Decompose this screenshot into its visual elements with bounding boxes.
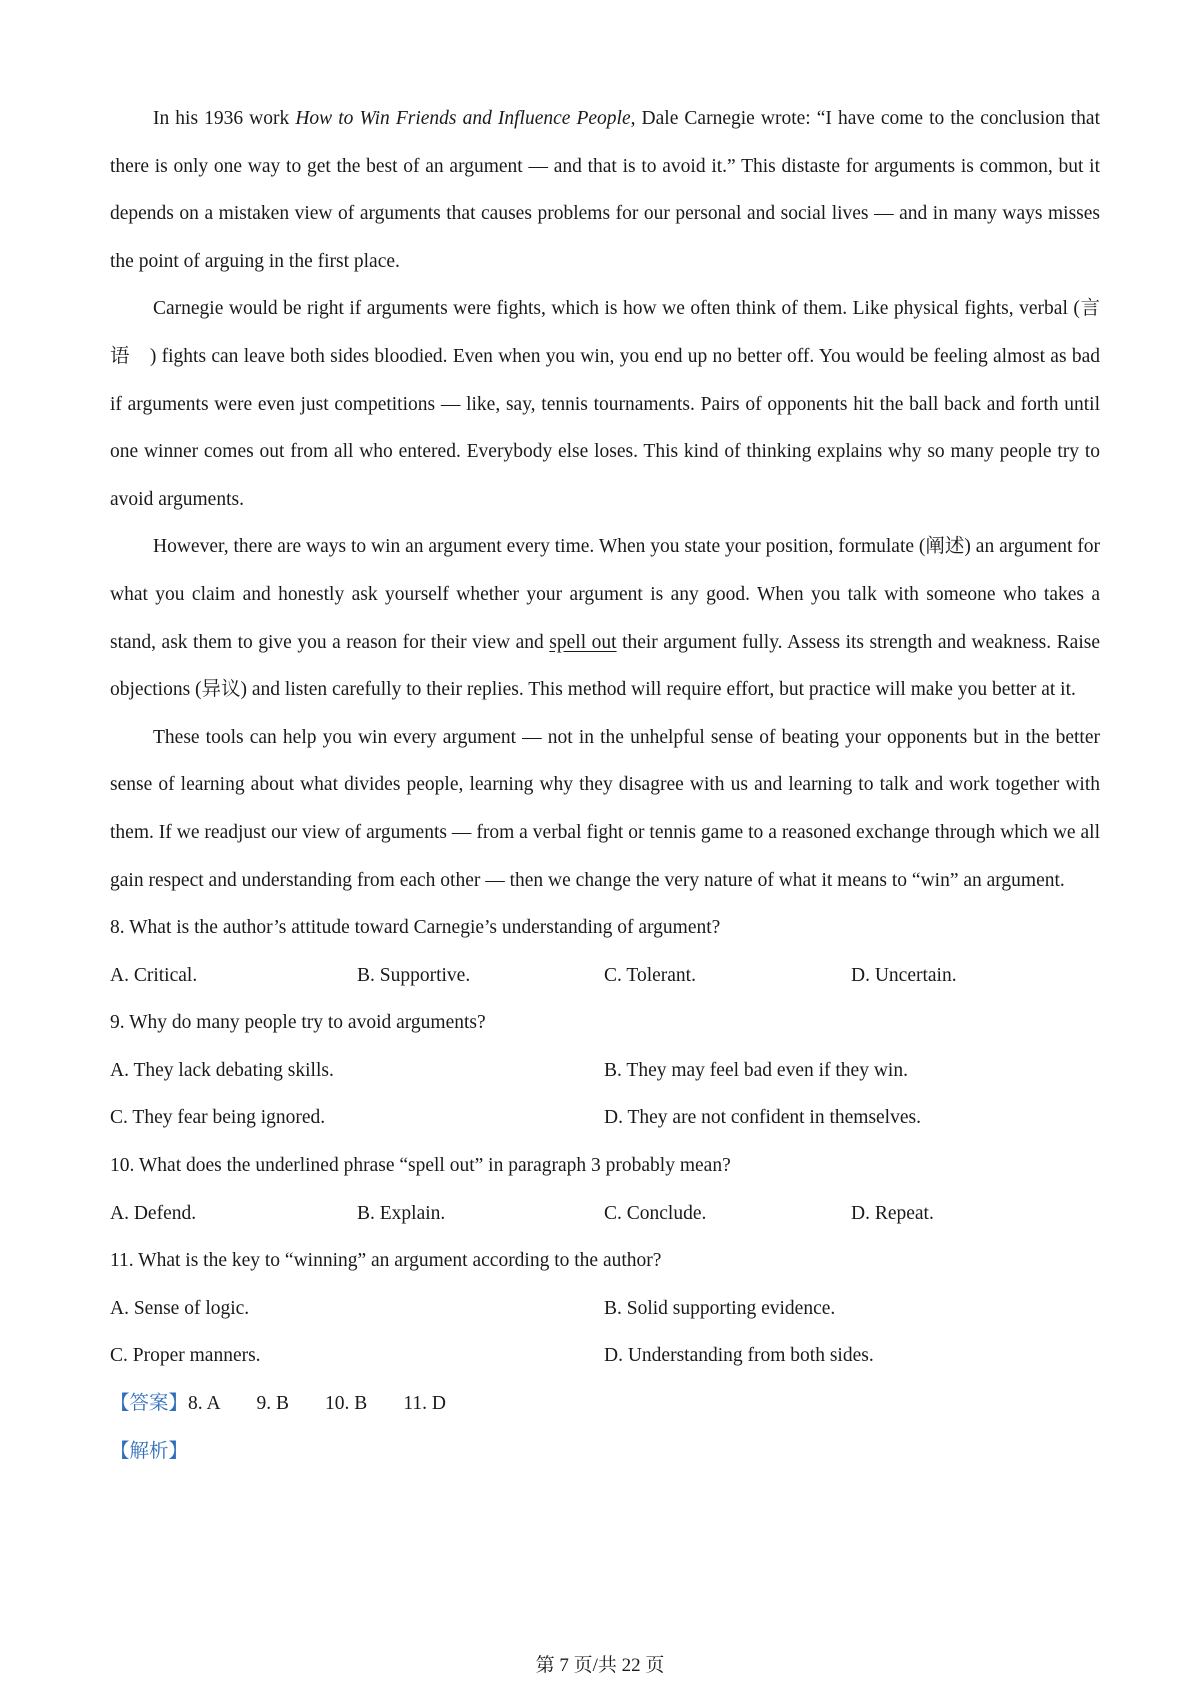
option-10b: B. Explain. [357, 1202, 446, 1224]
question-8-options [110, 952, 1100, 1000]
option-9d: D. They are not confident in themselves. [604, 1107, 921, 1129]
analysis-line [110, 1428, 1100, 1476]
option-8c: C. Tolerant. [604, 964, 696, 986]
p3-text-end: their argument fully. Assess its strength and weakness. Raise objections (异议) and listen carefully to their replies. This method will require effort, but practice will make you better at it. [110, 631, 1100, 701]
option-11c: C. Proper manners. [110, 1345, 261, 1367]
p1-text-end: , Dale Carnegie wrote: “I have come to the conclusion that there is only one way to get the best of an argument — and that is to avoid it.” This distaste for arguments is common, but it depends on a mistaken view of arguments that causes problems for our personal and social lives — and in many ways misses the point of arguing in the first place. [110, 108, 1101, 272]
answer-item: 11. D [403, 1393, 446, 1415]
question-9-options-row2 [110, 1094, 1100, 1142]
option-9b: B. They may feel bad even if they win. [604, 1059, 908, 1081]
document-page [110, 95, 1100, 1475]
option-8a: A. Critical. [110, 964, 198, 986]
question-9-options-row1 [110, 1047, 1100, 1095]
question-10-stem: 10. What does the underlined phrase “spell out” in paragraph 3 probably mean? [110, 1155, 731, 1177]
option-9a: A. They lack debating skills. [110, 1059, 334, 1081]
paragraph-4: These tools can help you win every argument — not in the unhelpful sense of beating your opponents but in the better sense of learning about what divides people, learning why they disagree with us and learning to talk and work together with them. If we readjust our view of arguments — from a verbal fight or tennis game to a reasoned exchange through which we all gain respect and understanding from each other — then we change the very nature of what it means to “win” an argument. [110, 726, 1100, 891]
paragraph-3 [110, 523, 1100, 713]
underlined-phrase: spell out [549, 631, 617, 653]
question-10-options [110, 1190, 1100, 1238]
option-10a: A. Defend. [110, 1202, 197, 1224]
p3-text-start: However, there are ways to win an argument every time. When you state your position, formulate (阐述) an argument for what you claim and honestly ask yourself whether your argument is any good. When you talk with someone who takes a stand, ask them to give you a reason for their view and [110, 536, 1100, 653]
paragraph-2: Carnegie would be right if arguments were fights, which is how we often think of them. Like physical fights, verbal (言语 ) fights can leave both sides bloodied. Even when you win, you end up no better off. You would be feeling almost as bad if arguments were even just competitions — like, say, tennis tournaments. Pairs of opponents hit the ball back and forth until one winner comes out from all who entered. Everybody else loses. This kind of thinking explains why so many people try to avoid arguments. [110, 298, 1100, 510]
paragraph-1 [110, 95, 1100, 285]
analysis-label: 【解析】 [110, 1440, 189, 1462]
option-8d: D. Uncertain. [851, 964, 957, 986]
question-8-stem: 8. What is the author’s attitude toward Carnegie’s understanding of argument? [110, 917, 721, 939]
answer-item: 10. B [325, 1393, 368, 1415]
question-11-stem: 11. What is the key to “winning” an argument according to the author? [110, 1250, 662, 1272]
option-9c: C. They fear being ignored. [110, 1107, 326, 1129]
option-8b: B. Supportive. [357, 964, 471, 986]
option-10d: D. Repeat. [851, 1202, 934, 1224]
answer-item: 9. B [256, 1393, 290, 1415]
option-11b: B. Solid supporting evidence. [604, 1297, 836, 1319]
option-11d: D. Understanding from both sides. [604, 1345, 874, 1367]
book-title: How to Win Friends and Influence People [295, 108, 631, 129]
option-11a: A. Sense of logic. [110, 1297, 250, 1319]
p1-text-start: In his 1936 work [153, 108, 296, 129]
answer-item: 8. A [188, 1393, 221, 1415]
question-9-stem: 9. Why do many people try to avoid arguments? [110, 1012, 486, 1034]
question-11-options-row1 [110, 1285, 1100, 1333]
page-footer: 第 7 页/共 22 页 [535, 1655, 665, 1676]
answer-label: 【答案】 [110, 1393, 189, 1415]
answer-line [110, 1380, 1100, 1428]
question-11-options-row2 [110, 1332, 1100, 1380]
option-10c: C. Conclude. [604, 1202, 707, 1224]
